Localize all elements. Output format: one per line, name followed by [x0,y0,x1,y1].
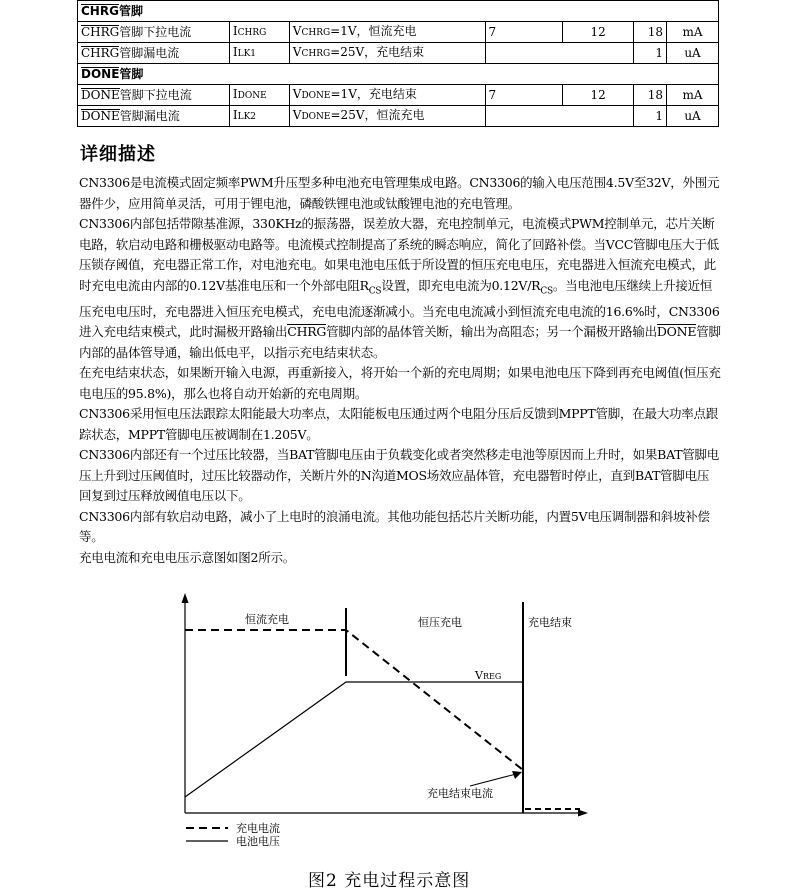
param-symbol: ICHRG [229,22,289,43]
table-row [78,22,719,43]
param-symbol: ILK2 [229,106,289,127]
table-row [78,85,719,106]
legend-voltage-label: 电池电压 [236,835,280,848]
label-constant-current: 恒流充电 [245,613,289,626]
param-name: CHRG管脚漏电流 [78,43,230,64]
done-section-title: DONE管脚 [78,64,719,85]
param-symbol: ILK1 [229,43,289,64]
param-condition: VDONE=25V，恒流充电 [289,106,485,127]
section-heading: 详细描述 [80,144,156,165]
label-constant-voltage: 恒压充电 [418,616,462,629]
spec-table [77,0,719,127]
param-unit: mA [667,22,719,43]
param-condition: VDONE=1V，充电结束 [289,85,485,106]
legend-current-label: 充电电流 [236,822,280,835]
param-name: DONE管脚下拉电流 [78,85,230,106]
paragraph: 在充电结束状态，如果断开输入电源，再重新接入，将开始一个新的充电周期；如果电池电压下降到再充电阈值(恒压充电电压的95.8%)，那么也将自动开始新的充电周期。 [79,365,721,401]
param-min-typ [485,43,634,64]
param-condition: VCHRG=1V，恒流充电 [289,22,485,43]
param-typ: 12 [563,85,634,106]
param-unit: uA [667,106,719,127]
param-condition: VCHRG=25V，充电结束 [289,43,485,64]
param-max: 1 [634,106,667,127]
param-name: CHRG管脚下拉电流 [78,22,230,43]
param-typ: 12 [563,22,634,43]
param-unit: uA [667,43,719,64]
param-symbol: IDONE [229,85,289,106]
battery-voltage-line [185,682,523,797]
paragraph: 充电电流和充电电压示意图如图2所示。 [79,549,295,565]
charging-process-figure [160,590,620,852]
x-axis-arrow [578,810,588,817]
param-min: 7 [485,22,563,43]
paragraph: CN3306内部有软启动电路，减小了上电时的浪涌电流。其他功能包括芯片关断功能，内置5V电压调制器和斜坡补偿等。 [79,508,710,544]
paragraph: CN3306采用恒电压法跟踪太阳能最大功率点，太阳能板电压通过两个电阻分压后反馈到MPPT管脚，在最大功率点跟踪状态，MPPT管脚电压被调制在1.205V。 [79,406,719,442]
param-max: 18 [634,22,667,43]
label-vreg: VREG [475,669,502,682]
param-name: DONE管脚漏电流 [78,106,230,127]
param-max: 1 [634,43,667,64]
done-section-row [78,64,719,85]
param-unit: mA [667,85,719,106]
chrg-section-row [78,1,719,22]
label-charge-end: 充电结束 [528,616,572,629]
figure-caption: 图2 充电过程示意图 [308,871,471,891]
pointer-arrowhead [512,771,522,779]
charge-current-line [185,630,523,770]
pointer-line [470,774,516,786]
param-min: 7 [485,85,563,106]
y-axis-arrow [182,593,189,603]
paragraph: CN3306内部包括带隙基准源，330KHz的振荡器，误差放大器，充电控制单元，电流模式PWM控制单元，芯片关断电路，软启动电路和栅极驱动电路等。电流模式控制提高了系统的瞬态响应，简化了回路补偿。当VCC管脚电压大于低压锁存阈值，充电器正常工作，对电池充电。如果电池电压低于所设置的恒压充电电压，充电器进入恒流充电模式，此时充电电流由内部的0.12V基准电压和一个外部电阻$R_{CS}$设置，即充电电流为$0.12V/R_{CS}$。当电池电压继续上升接近恒压充电电压时，充电器进入恒压充电模式，充电电流逐渐减小。当充电电流减小到恒流充电电流的16.6%时，CN3306进入充电结束模式，此时漏极开路输出CHRG管脚内部的晶体管关断，输出为高阻态；另一个漏极开路输出DONE管脚内部的晶体管导通，输出低电平，以指示充电结束状态。 [79,216,721,360]
label-termination-current: 充电结束电流 [427,787,493,800]
param-max: 18 [634,85,667,106]
paragraph: CN3306内部还有一个过压比较器，当BAT管脚电压由于负载变化或者突然移走电池等原因而上升时，如果BAT管脚电压上升到过压阈值时，过压比较器动作，关断片外的N沟道MOS场效应晶体管，充电器暂时停止，直到BAT管脚电压回复到过压释放阈值电压以下。 [79,447,720,503]
chrg-section-title: CHRG管脚 [78,1,719,22]
paragraph: CN3306是电流模式固定频率PWM升压型多种电池充电管理集成电路。CN3306的输入电压范围4.5V至32V，外围元器件少，应用简单灵活，可用于锂电池，磷酸铁锂电池或钛酸锂电池的充电管理。 [79,175,720,211]
description-body [79,173,721,568]
table-row [78,43,719,64]
table-row [78,106,719,127]
param-min-typ [485,106,634,127]
